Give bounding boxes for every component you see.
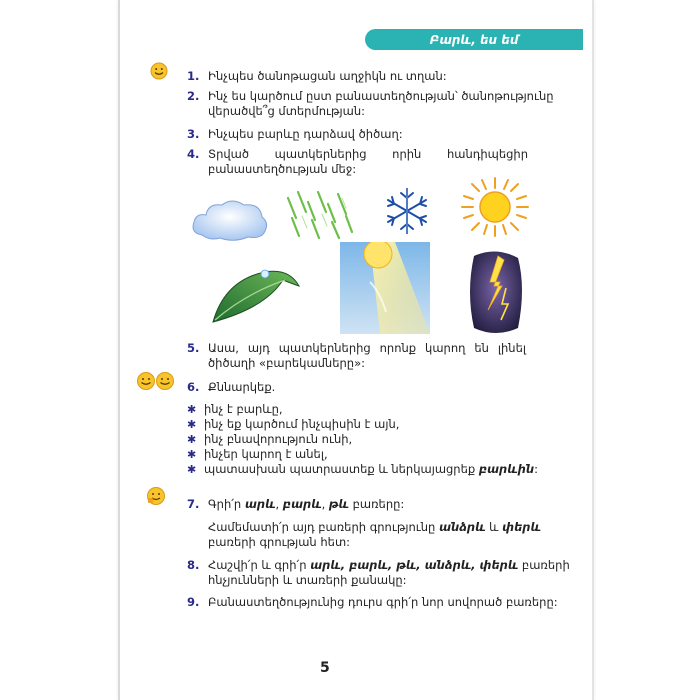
- discussion-bullet: ինչ է բարևը,: [204, 402, 283, 416]
- word: անձրև: [438, 520, 486, 534]
- sun-icon: [460, 176, 530, 238]
- discussion-bullet: ինչեր կարող է անել,: [204, 447, 328, 461]
- question-text: Տրված պատկերներից որին հանդիպեցիր: [208, 147, 528, 161]
- text: Գրի՛ր: [208, 497, 245, 511]
- text: ,: [275, 497, 283, 511]
- bullet-star-icon: ✱: [187, 418, 197, 431]
- question-number: 1.: [187, 69, 200, 83]
- question-text: Քննարկեք.: [208, 380, 276, 394]
- text: բառերը:: [348, 497, 405, 511]
- bullet-emphasis: բարևին: [478, 462, 535, 476]
- question-text: [208, 558, 570, 573]
- question-number: 7.: [187, 497, 200, 511]
- words: արև, բարև, թև, անձրև, փերև: [310, 558, 519, 572]
- discussion-bullet: [204, 462, 538, 476]
- sunlight-icon: [340, 242, 430, 334]
- question-text: Ինչպես ծանոթացան աղջիկն ու տղան:: [208, 69, 447, 83]
- smiley-icon: [155, 371, 177, 391]
- bullet-star-icon: ✱: [187, 433, 197, 446]
- question-text: [208, 497, 404, 512]
- question-number: 8.: [187, 558, 200, 572]
- text: Հաշվի՛ր և գրի՛ր: [208, 558, 311, 572]
- rain-icon: [282, 188, 356, 240]
- lightning-icon: [468, 248, 524, 334]
- bullet-star-icon: ✱: [187, 448, 197, 461]
- question-text: վերածվե՞ց մտերմության:: [208, 104, 366, 118]
- cloud-icon: [190, 195, 270, 245]
- question-number: 3.: [187, 127, 200, 141]
- smiley-writing-icon: [146, 486, 166, 506]
- leaf-icon: [205, 258, 303, 328]
- question-text: Ինչ ես կարծում ըստ բանաստեղծության՝ ծանոթությունը: [208, 89, 554, 103]
- question-number: 9.: [187, 595, 200, 609]
- question-number: 5.: [187, 341, 200, 355]
- question-number: 2.: [187, 89, 200, 103]
- word: բարև: [282, 497, 322, 511]
- word: փերև: [502, 520, 541, 534]
- snowflake-icon: [380, 185, 434, 237]
- smiley-icon: [150, 62, 168, 80]
- question-text: Ասա, այդ պատկերներից որոնք կարող են լինել: [208, 341, 526, 355]
- bullet-text: պատասխան պատրաստեք և ներկայացրեք: [204, 462, 479, 476]
- text: բառերի: [518, 558, 570, 572]
- text: և: [485, 520, 503, 534]
- section-title: Բարև, ես եմ: [429, 32, 519, 47]
- discussion-bullet: ինչ բնավորություն ունի,: [204, 432, 353, 446]
- question-text: բանաստեղծության մեջ:: [208, 162, 357, 176]
- question-text: Ինչպես բարևը դարձավ ծիծաղ:: [208, 127, 403, 141]
- question-text: [208, 520, 541, 535]
- discussion-bullet: ինչ եք կարծում ինչպիսին է այն,: [204, 417, 400, 431]
- section-header: [365, 29, 583, 50]
- bullet-star-icon: ✱: [187, 463, 197, 476]
- question-text: ծիծաղի «բարեկամները»:: [208, 356, 365, 370]
- question-text: հնչյունների և տառերի քանակը:: [208, 573, 407, 587]
- text: ,: [321, 497, 329, 511]
- question-text: Բանաստեղծությունից դուրս գրի՛ր նոր սովորած բառերը:: [208, 595, 558, 609]
- question-number: 6.: [187, 380, 200, 394]
- word: արև: [244, 497, 276, 511]
- bullet-text: :: [534, 462, 538, 476]
- page-number: 5: [320, 660, 330, 676]
- word: թև: [328, 497, 349, 511]
- bullet-star-icon: ✱: [187, 403, 197, 416]
- question-text: բառերի գրության հետ:: [208, 535, 351, 549]
- question-number: 4.: [187, 147, 200, 161]
- text: Համեմատի՛ր այդ բառերի գրությունը: [208, 520, 439, 534]
